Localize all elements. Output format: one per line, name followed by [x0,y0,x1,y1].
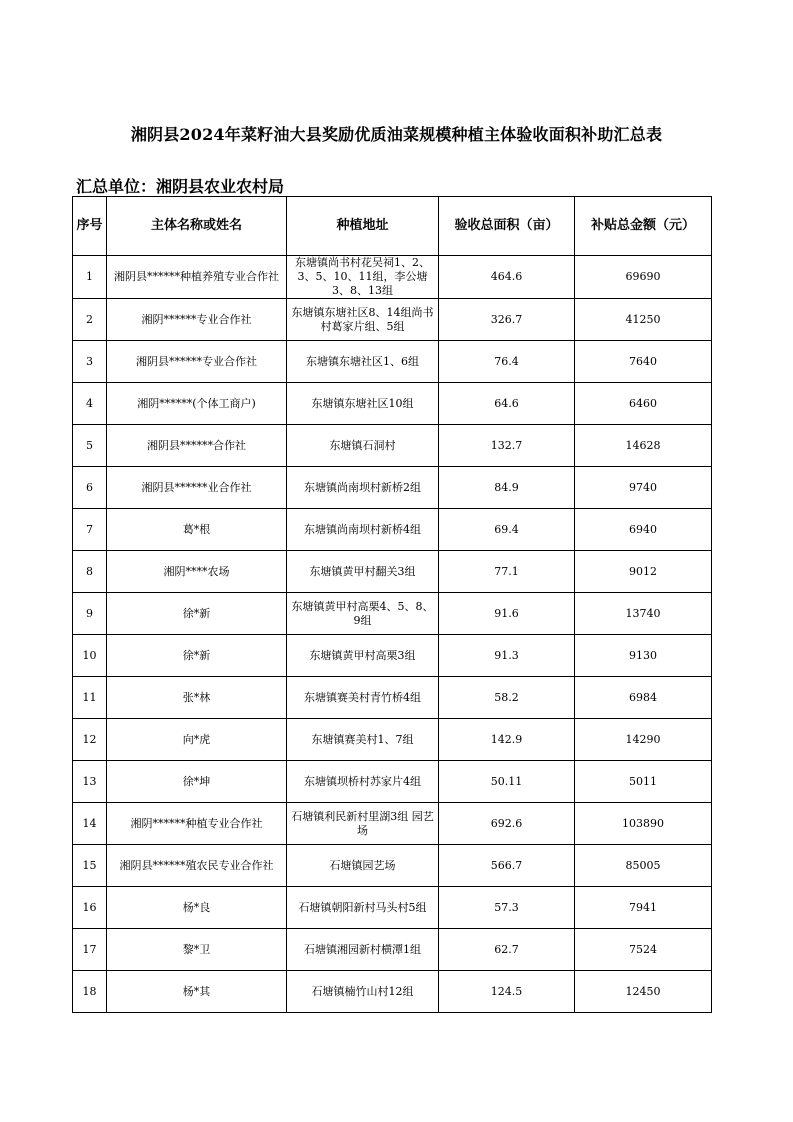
table-row [73,256,712,299]
table-row [73,803,712,845]
cell-amount: 6984 [575,677,712,719]
cell-address: 东塘镇东塘社区1、6组 [287,341,439,383]
cell-name: 湘阴县******种植养殖专业合作社 [107,256,287,299]
cell-address: 东塘镇东塘社区8、14组尚书村葛家片组、5组 [287,299,439,341]
cell-amount: 13740 [575,593,712,635]
table-row [73,719,712,761]
cell-area: 692.6 [439,803,575,845]
cell-name: 湘阴******(个体工商户) [107,383,287,425]
cell-index: 6 [73,467,107,509]
cell-name: 湘阴县******业合作社 [107,467,287,509]
cell-address: 石塘镇湘园新村横潭1组 [287,929,439,971]
cell-name: 徐*新 [107,635,287,677]
cell-address: 东塘镇赛美村青竹桥4组 [287,677,439,719]
header-name: 主体名称或姓名 [107,197,287,256]
table-row [73,383,712,425]
cell-address: 石塘镇楠竹山村12组 [287,971,439,1013]
cell-area: 84.9 [439,467,575,509]
cell-address: 石塘镇朝阳新村马头村5组 [287,887,439,929]
cell-name: 湘阴县******专业合作社 [107,341,287,383]
cell-address: 东塘镇尚南坝村新桥4组 [287,509,439,551]
cell-name: 向*虎 [107,719,287,761]
cell-address: 东塘镇东塘社区10组 [287,383,439,425]
cell-area: 57.3 [439,887,575,929]
table-row [73,887,712,929]
cell-amount: 6460 [575,383,712,425]
cell-index: 18 [73,971,107,1013]
cell-address: 东塘镇石洞村 [287,425,439,467]
cell-area: 77.1 [439,551,575,593]
cell-name: 杨*良 [107,887,287,929]
cell-amount: 103890 [575,803,712,845]
cell-address: 石塘镇利民新村里湖3组 园艺场 [287,803,439,845]
cell-index: 10 [73,635,107,677]
header-index: 序号 [73,197,107,256]
cell-name: 湘阴县******殖农民专业合作社 [107,845,287,887]
cell-address: 东塘镇坝桥村苏家片4组 [287,761,439,803]
cell-area: 76.4 [439,341,575,383]
cell-amount: 12450 [575,971,712,1013]
table-row [73,551,712,593]
cell-name: 湘阴县******合作社 [107,425,287,467]
cell-index: 1 [73,256,107,299]
cell-name: 张*林 [107,677,287,719]
header-area: 验收总面积（亩） [439,197,575,256]
cell-area: 64.6 [439,383,575,425]
cell-amount: 7524 [575,929,712,971]
cell-name: 湘阴****农场 [107,551,287,593]
cell-amount: 69690 [575,256,712,299]
header-address: 种植地址 [287,197,439,256]
cell-area: 50.11 [439,761,575,803]
subsidy-table [72,196,712,1013]
cell-address: 东塘镇黄甲村高栗3组 [287,635,439,677]
cell-index: 16 [73,887,107,929]
cell-amount: 9012 [575,551,712,593]
cell-amount: 7640 [575,341,712,383]
cell-name: 葛*根 [107,509,287,551]
cell-name: 杨*其 [107,971,287,1013]
table-row [73,299,712,341]
cell-area: 58.2 [439,677,575,719]
cell-index: 11 [73,677,107,719]
cell-index: 13 [73,761,107,803]
cell-address: 东塘镇黄甲村翻关3组 [287,551,439,593]
table-row [73,845,712,887]
cell-area: 464.6 [439,256,575,299]
cell-name: 徐*新 [107,593,287,635]
summary-unit: 汇总单位：湘阴县农业农村局 [76,177,285,196]
cell-amount: 7941 [575,887,712,929]
table-row [73,761,712,803]
cell-index: 7 [73,509,107,551]
cell-amount: 9740 [575,467,712,509]
cell-amount: 14628 [575,425,712,467]
cell-area: 142.9 [439,719,575,761]
cell-index: 9 [73,593,107,635]
cell-index: 14 [73,803,107,845]
cell-address: 东塘镇尚南坝村新桥2组 [287,467,439,509]
table-row [73,509,712,551]
document-title: 湘阴县2024年菜籽油大县奖励优质油菜规模种植主体验收面积补助汇总表 [130,125,663,144]
cell-index: 4 [73,383,107,425]
cell-amount: 41250 [575,299,712,341]
cell-area: 91.6 [439,593,575,635]
table-row [73,677,712,719]
cell-index: 5 [73,425,107,467]
table-row [73,425,712,467]
cell-area: 62.7 [439,929,575,971]
cell-address: 东塘镇赛美村1、7组 [287,719,439,761]
cell-index: 17 [73,929,107,971]
table-row [73,635,712,677]
cell-amount: 14290 [575,719,712,761]
cell-area: 326.7 [439,299,575,341]
table-row [73,929,712,971]
cell-address: 东塘镇尚书村花吴祠1、2、3、5、10、11组，李公塘3、8、13组 [287,256,439,299]
cell-area: 91.3 [439,635,575,677]
cell-name: 黎*卫 [107,929,287,971]
table-row [73,971,712,1013]
cell-name: 湘阴******种植专业合作社 [107,803,287,845]
cell-area: 566.7 [439,845,575,887]
cell-area: 69.4 [439,509,575,551]
table-row [73,467,712,509]
cell-area: 132.7 [439,425,575,467]
cell-name: 湘阴******专业合作社 [107,299,287,341]
cell-index: 2 [73,299,107,341]
cell-amount: 5011 [575,761,712,803]
table-header-row [73,197,712,256]
header-amount: 补贴总金额（元） [575,197,712,256]
cell-name: 徐*坤 [107,761,287,803]
cell-index: 15 [73,845,107,887]
cell-index: 12 [73,719,107,761]
cell-amount: 6940 [575,509,712,551]
cell-area: 124.5 [439,971,575,1013]
cell-amount: 9130 [575,635,712,677]
cell-index: 8 [73,551,107,593]
cell-index: 3 [73,341,107,383]
cell-amount: 85005 [575,845,712,887]
cell-address: 东塘镇黄甲村高栗4、5、8、9组 [287,593,439,635]
table-row [73,593,712,635]
table-row [73,341,712,383]
cell-address: 石塘镇园艺场 [287,845,439,887]
table-body [73,256,712,1013]
